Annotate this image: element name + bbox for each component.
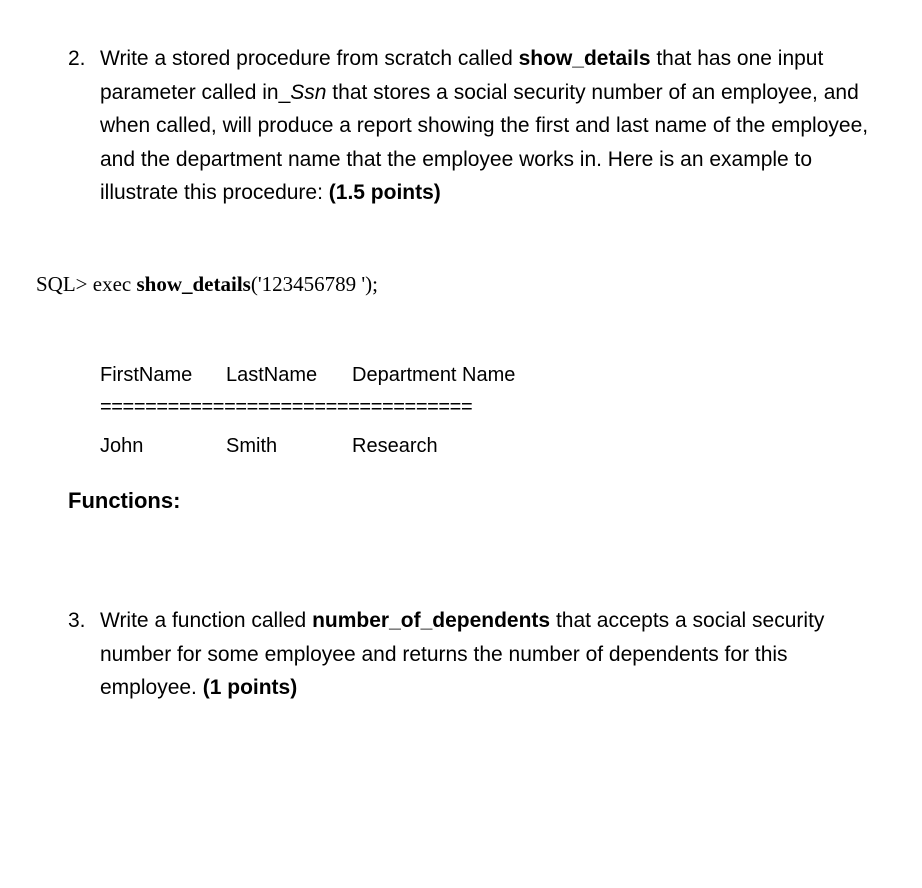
report-separator: ================================= [100,396,473,418]
sql-prefix: SQL> exec [36,272,137,296]
procedure-name: show_details [518,47,651,70]
sql-procedure-call: show_details [136,272,251,296]
question-2-number: 2. [68,47,86,70]
report-header-department: Department Name [352,364,516,386]
question-3-part2: that accepts a social security number for some employee and returns the number of dependents for this employee. [100,609,825,699]
question-3-part1: Write a function called [100,609,313,632]
functions-heading: Functions: [68,488,181,513]
report-header-firstname: FirstName [100,364,193,386]
report-cell-lastname: Smith [226,435,278,457]
question-2-part2: that has one input parameter called in_ [100,47,824,104]
sql-args: ('123456789 '); [250,272,378,296]
question-2-part1: Write a stored procedure from scratch called [100,47,519,70]
parameter-name-italic: Ssn [290,80,327,104]
question-2-text [100,42,888,210]
sql-example [36,272,378,297]
question-2-points: (1.5 points) [328,181,441,204]
question-2 [68,42,888,210]
report-cell-firstname: John [100,435,144,457]
report-cell-department: Research [352,435,438,457]
report-header-lastname: LastName [226,364,318,386]
question-2-part3: that stores a social security number of an employee, and when called, will produce a report showing the first and last name of the employee, and the department name that the employee works in. Here is an example to illustrate this procedure: [100,80,869,204]
question-3-number: 3. [68,609,86,632]
function-name: number_of_dependents [312,609,551,632]
question-3 [68,604,888,705]
question-3-points: (1 points) [202,676,298,699]
question-3-text [100,604,888,705]
